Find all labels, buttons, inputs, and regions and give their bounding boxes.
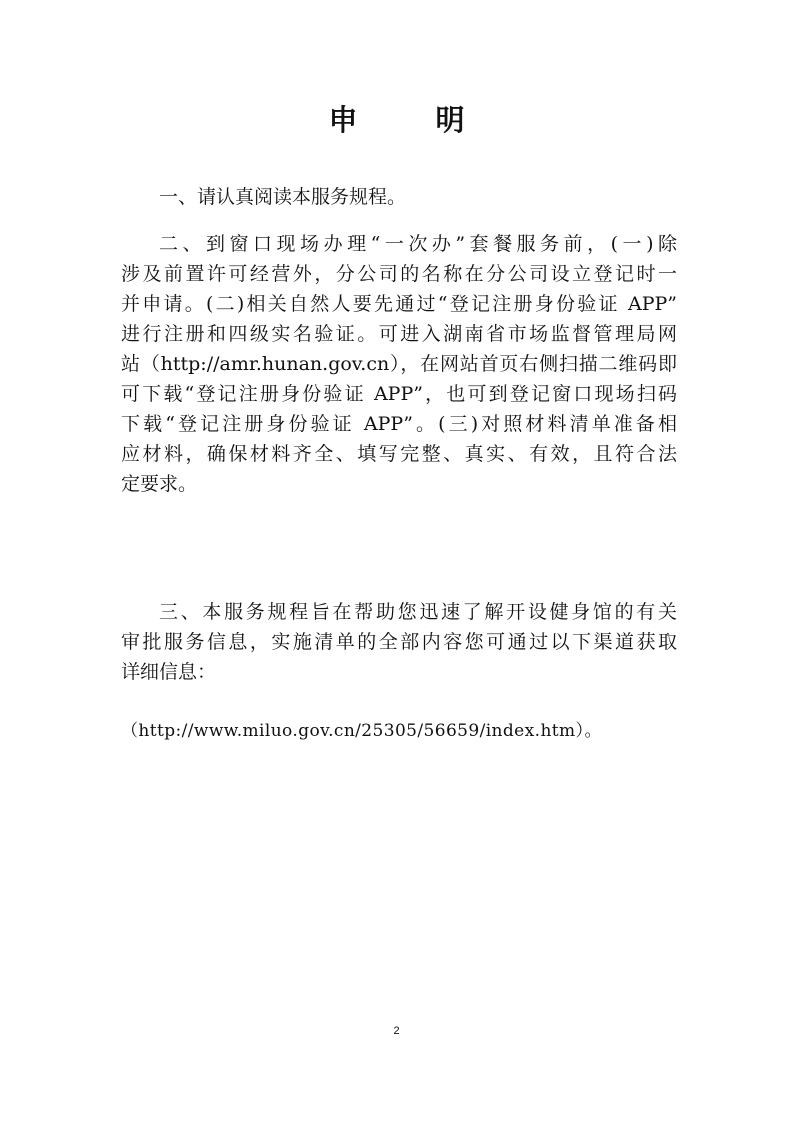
paragraph-line: 二、到窗口现场办理“一次办”套餐服务前，(一)除 xyxy=(159,233,677,255)
detail-url: （http://www.miluo.gov.cn/25305/56659/index.htm）。 xyxy=(121,721,602,741)
paragraph-3 xyxy=(121,597,677,687)
paragraph-line: 审批服务信息，实施清单的全部内容您可通过以下渠道获取 xyxy=(121,631,677,653)
paragraph-line: 可下载“登记注册身份验证 APP”，也可到登记窗口现场扫码 xyxy=(121,383,677,405)
paragraph-line: 详细信息： xyxy=(121,661,217,683)
paragraph-line: 并申请。(二)相关自然人要先通过“登记注册身份验证 APP” xyxy=(121,293,677,315)
page-title: 申 明 xyxy=(328,103,499,137)
paragraph-line: 涉及前置许可经营外，分公司的名称在分公司设立登记时一 xyxy=(121,263,677,285)
page-number: 2 xyxy=(393,1025,400,1037)
paragraph-2 xyxy=(121,229,677,499)
paragraph-line: 站（http://amr.hunan.gov.cn），在网站首页右侧扫描二维码即 xyxy=(121,353,677,375)
paragraph-line: 下载“登记注册身份验证 APP”。(三)对照材料清单准备相 xyxy=(121,413,677,435)
paragraph-line: 进行注册和四级实名验证。可进入湖南省市场监督管理局网 xyxy=(121,323,677,345)
paragraph-line: 定要求。 xyxy=(121,473,198,495)
paragraph-line: 应材料，确保材料齐全、填写完整、真实、有效，且符合法 xyxy=(121,443,677,465)
paragraph-1 xyxy=(121,182,677,212)
paragraph-line: 三、本服务规程旨在帮助您迅速了解开设健身馆的有关 xyxy=(159,601,677,623)
paragraph-line: 一、请认真阅读本服务规程。 xyxy=(159,186,407,208)
